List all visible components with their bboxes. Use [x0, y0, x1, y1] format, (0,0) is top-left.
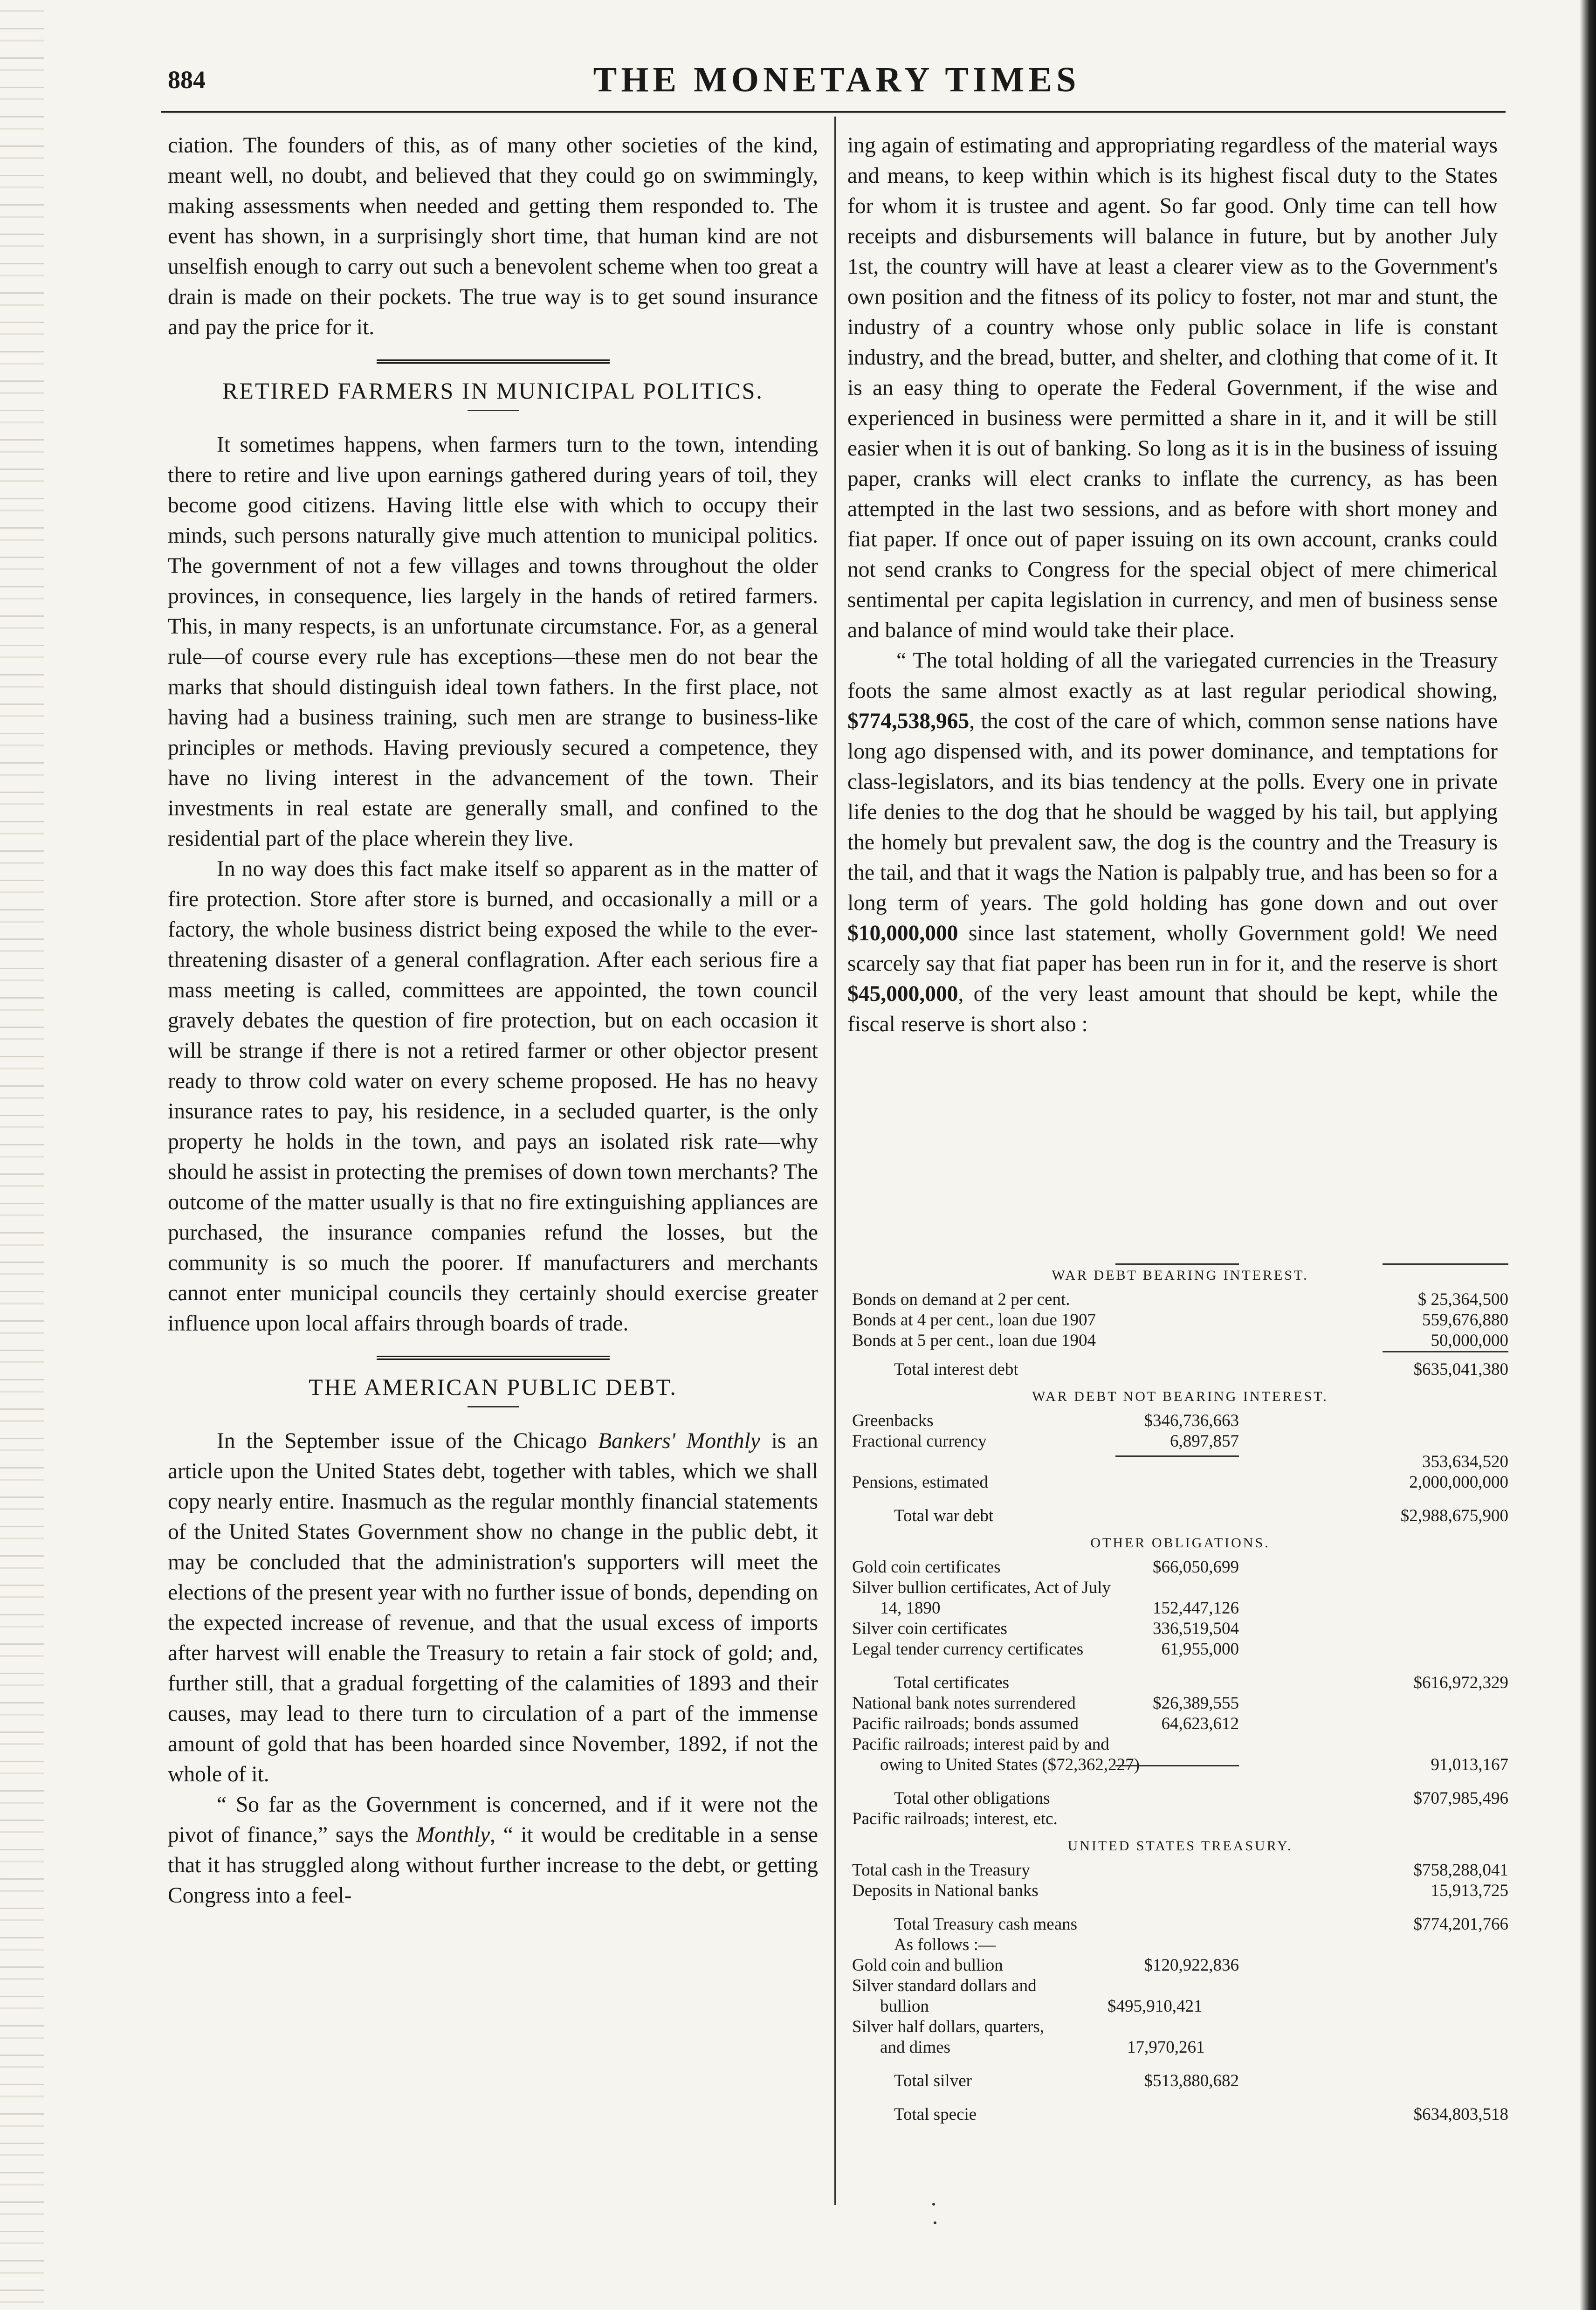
- title-underline: [468, 1406, 519, 1407]
- text-run: “ The total holding of all the variegated currencies in the Treasury foots the same almost exactly as at last regular periodical showing,: [847, 648, 1498, 703]
- row-label: Pacific railroads; bonds assumed: [852, 1714, 1079, 1733]
- row-amount: 15,913,725: [1431, 1881, 1508, 1900]
- sum-rule: [1115, 1263, 1239, 1265]
- print-speck: [932, 2203, 935, 2206]
- total-row: [852, 1914, 1508, 1935]
- text-run: , of the very least amount that should be kept, while the fiscal reserve is short also :: [847, 982, 1498, 1036]
- total-row: [852, 1788, 1508, 1809]
- row-label: Total certificates: [894, 1673, 1010, 1692]
- row-amount: 6,897,857: [1170, 1432, 1239, 1451]
- row-amount: $758,288,041: [1413, 1861, 1508, 1880]
- text-run: since last statement, wholly Government gold! We need scarcely say that fiat paper has been run in for it, and the reserve is short: [847, 921, 1498, 976]
- table-row: [852, 1693, 1508, 1714]
- row-amount: $66,050,699: [1153, 1558, 1239, 1577]
- row-amount: $2,988,675,900: [1400, 1506, 1508, 1525]
- row-amount: $495,910,421: [1108, 1997, 1203, 2016]
- debt-tables: [852, 1259, 1508, 2125]
- row-amount: 559,676,880: [1422, 1310, 1508, 1330]
- row-amount: 336,519,504: [1153, 1619, 1239, 1638]
- row-label: Gold coin certificates: [852, 1558, 1001, 1577]
- section-divider: [377, 359, 610, 365]
- row-label: Total Treasury cash means: [894, 1915, 1078, 1934]
- row-label: Bonds on demand at 2 per cent.: [852, 1290, 1070, 1309]
- table-row: [852, 1860, 1508, 1881]
- scan-right-edge: [1580, 0, 1596, 2310]
- text-run: “ So far as the Government is concerned, and if it were not the pivot of finance,” says the: [168, 1793, 818, 1847]
- row-label: Total interest debt: [894, 1360, 1018, 1379]
- table-row: [852, 1289, 1508, 1310]
- row-label-continued: 14, 1890: [880, 1599, 941, 1618]
- section-title: THE AMERICAN PUBLIC DEBT.: [309, 1374, 677, 1400]
- row-amount: 2,000,000,000: [1409, 1473, 1508, 1492]
- page-number: 884: [168, 66, 206, 94]
- row-amount: $ 25,364,500: [1417, 1290, 1508, 1309]
- amount: $45,000,000: [847, 982, 958, 1006]
- publication-name: Monthly: [416, 1823, 490, 1847]
- paragraph: It sometimes happens, when farmers turn to the town, intending there to retire and live upon earnings gathered during years of toil, they become good citizens. Having little else with which to occupy their minds, such persons naturally give much attention to municipal politics. The government of not a few villages and towns throughout the older provinces, in consequence, lies largely in the hands of retired farmers. This, in many respects, is an unfortunate circumstance. For, as a general rule—of course every rule has exceptions—these men do not bear the marks that should distinguish ideal town fathers. In the first place, not having had a business training, such men are strange to business-like principles or methods. Having previously secured a competence, they have no living interest in the advancement of the town. Their investments in real estate are generally small, and confined to the residential part of the place wherein they live.: [168, 433, 818, 851]
- table-row: [852, 1472, 1508, 1493]
- table-row: [852, 1557, 1508, 1578]
- paragraph: ciation. The founders of this, as of many other societies of the kind, meant well, no doubt, and believed that they could go on swimmingly, making assessments when needed and getting them responded to. The event has shown, in a surprisingly short time, that human kind are not unselfish enough to carry out such a benevolent scheme when too great a drain is made on their pockets. The true way is to get sound insurance and pay the price for it.: [168, 133, 818, 339]
- table-heading: UNITED STATES TREASURY.: [1067, 1838, 1293, 1854]
- paragraph: In no way does this fact make itself so apparent as in the matter of fire protection. Store after store is burned, and occasionally a mill or a factory, the whole business district being exposed the while to the ever-threatening disaster of a general conflagration. After each serious fire a mass meeting is called, committees are appointed, the town council gravely debates the question of fire protection, but on each occasion it will be strange if there is not a retired farmer or other objector present ready to throw cold water on every scheme proposed. He has no heavy insurance rates to pay, his residence, in a secluded quarter, is the only property he holds in the town, and pays an isolated risk rate—why should he assist in protecting the premises of down town merchants? The outcome of the matter usually is that no fire extinguishing appliances are purchased, the insurance companies refund the losses, but the community is so much the poorer. If manufacturers and merchants cannot enter municipal councils they certainly should exercise greater influence upon local affairs through boards of trade.: [168, 857, 818, 1336]
- subtotal-row: [852, 1452, 1508, 1472]
- row-amount: 64,623,612: [1161, 1714, 1239, 1733]
- row-amount: $513,880,682: [1144, 2071, 1239, 2090]
- table-heading: WAR DEBT BEARING INTEREST.: [1052, 1268, 1309, 1283]
- text-run: In the September issue of the Chicago: [217, 1429, 598, 1453]
- table-row: [852, 1639, 1508, 1660]
- row-label: Pacific railroads; interest paid by and: [852, 1735, 1109, 1754]
- row-label: Legal tender currency certificates: [852, 1640, 1084, 1659]
- table-row: [852, 1734, 1508, 1775]
- row-label: Greenbacks: [852, 1411, 934, 1430]
- table-row: [852, 1881, 1508, 1901]
- row-label: As follows :—: [894, 1935, 996, 1954]
- row-amount: 50,000,000: [1431, 1331, 1508, 1350]
- row-label: Total war debt: [894, 1506, 994, 1525]
- sum-rule: [1115, 1765, 1239, 1766]
- section-title: RETIRED FARMERS IN MUNICIPAL POLITICS.: [222, 378, 764, 404]
- sum-rule: [1383, 1351, 1508, 1352]
- row-label: Silver half dollars, quarters,: [852, 2017, 1045, 2036]
- table-row: [852, 1714, 1508, 1734]
- row-label: Total other obligations: [894, 1789, 1050, 1808]
- table-heading: OTHER OBLIGATIONS.: [1090, 1535, 1270, 1551]
- title-underline: [468, 410, 519, 411]
- print-speck: [934, 2221, 936, 2224]
- left-column: [168, 131, 818, 1911]
- table-row: [852, 1431, 1508, 1452]
- row-amount: $707,985,496: [1413, 1789, 1508, 1808]
- amount: $10,000,000: [847, 921, 958, 945]
- row-label-continued: and dimes: [880, 2038, 951, 2057]
- row-amount: $120,922,836: [1144, 1956, 1239, 1975]
- table-note: [852, 1809, 1508, 1829]
- row-label: Silver coin certificates: [852, 1619, 1007, 1638]
- publication-name: Bankers' Monthly: [598, 1429, 760, 1453]
- table-row: [852, 1619, 1508, 1639]
- row-label: Gold coin and bullion: [852, 1956, 1003, 1975]
- table-heading: WAR DEBT NOT BEARING INTEREST.: [1032, 1389, 1328, 1404]
- row-amount: 152,447,126: [1153, 1599, 1239, 1618]
- table-row: [852, 2017, 1508, 2058]
- amount: $774,538,965: [847, 709, 970, 733]
- row-label: Silver bullion certificates, Act of July: [852, 1578, 1111, 1597]
- row-label-continued: owing to United States ($72,362,227): [880, 1755, 1140, 1774]
- text-run: is an article upon the United States debt, together with tables, which we shall copy nearly entire. Inasmuch as the regular monthly financial statements of the United States Government show no change in the public debt, it may be concluded that the administration's supporters will meet the elections of the present year with no further issue of bonds, depending on the expected increase of revenue, and that the usual excess of imports after harvest will enable the Treasury to retain a fair stock of gold; and, further still, that a gradual forgetting of the calamities of 1893 and their causes, may lead to there turn to circulation of a part of the immense amount of gold that has been hoarded since November, 1892, if not the whole of it.: [168, 1429, 819, 1786]
- scan-binding-edge: [0, 0, 44, 2310]
- row-amount: $634,803,518: [1413, 2105, 1508, 2124]
- sum-rule: [1115, 1455, 1239, 1457]
- row-amount: 17,970,261: [1127, 2038, 1205, 2057]
- total-row: [852, 1359, 1508, 1380]
- row-amount: $616,972,329: [1413, 1673, 1508, 1692]
- row-label: Fractional currency: [852, 1432, 987, 1451]
- table-row: [852, 1935, 1508, 1955]
- table-row: [852, 1331, 1508, 1351]
- paragraph: [847, 646, 1498, 1040]
- row-label: Bonds at 5 per cent., loan due 1904: [852, 1331, 1096, 1350]
- paragraph: [168, 1790, 818, 1911]
- total-row: [852, 2104, 1508, 2125]
- table-row: [852, 1955, 1508, 1976]
- row-label: Total specie: [894, 2105, 977, 2124]
- table-row: [852, 1578, 1508, 1619]
- row-label: Bonds at 4 per cent., loan due 1907: [852, 1310, 1096, 1330]
- row-label: Silver standard dollars and: [852, 1976, 1037, 1995]
- section-divider: [377, 1356, 610, 1362]
- text-run: , the cost of the care of which, common sense nations have long ago dispensed with, and its power dominance, and temptations for class-legislators, and its bias tendency at the polls. Every one in private life denies to the dog that he should be wagged by his tail, but applying the homely but prevalent saw, the dog is the country and the Treasury is the tail, and that it wags the Nation is palpably true, and has been so for a long term of years. The gold holding has gone down and out over: [847, 709, 1498, 915]
- total-row: [852, 1673, 1508, 1693]
- row-label: Total silver: [894, 2071, 972, 2090]
- row-amount: 353,634,520: [1422, 1452, 1508, 1471]
- row-amount: $774,201,766: [1413, 1915, 1508, 1934]
- row-amount: 91,013,167: [1431, 1755, 1508, 1774]
- row-label: Deposits in National banks: [852, 1881, 1039, 1900]
- header-rule: [161, 111, 1506, 113]
- row-amount: $26,389,555: [1153, 1694, 1239, 1713]
- row-label: Pacific railroads; interest, etc.: [852, 1809, 1058, 1828]
- total-row: [852, 1506, 1508, 1526]
- paragraph: ing again of estimating and appropriating regardless of the material ways and means, to keep within which is its highest fiscal duty to the States for whom it is trustee and agent. So far good. Only time can tell how receipts and disbursements will balance in future, but by another July 1st, the country will have at least a clearer view as to the Government's own position and the fitness of its policy to foster, not mar and stunt, the industry of a country whose only public solace in life is constant industry, and the bread, butter, and shelter, and clothing that come of it. It is an easy thing to operate the Federal Government, if the wise and experienced in business were permitted a share in it, and it will be still easier when it is out of banking. So long as it is in the business of issuing paper, cranks will elect cranks to inflate the currency, as has been attempted in the last two sessions, and as before with short money and fiat paper. If once out of paper issuing on its own account, cranks could not send cranks to Congress for the special object of mere chimerical sentimental per capita legislation in currency, and men of business sense and balance of mind would take their place.: [847, 133, 1498, 642]
- row-amount: $635,041,380: [1413, 1360, 1508, 1379]
- table-row: [852, 1310, 1508, 1331]
- paragraph: [168, 1426, 818, 1790]
- page-header: [168, 56, 1506, 107]
- table-row: [852, 1411, 1508, 1431]
- sum-rule: [1383, 1263, 1508, 1265]
- row-amount: 61,955,000: [1161, 1640, 1239, 1659]
- masthead: THE MONETARY TIMES: [593, 60, 1080, 99]
- table-row: [852, 1976, 1508, 2017]
- right-column: [847, 131, 1498, 1040]
- row-label: National bank notes surrendered: [852, 1694, 1076, 1713]
- column-divider: [834, 117, 836, 2205]
- row-label: Total cash in the Treasury: [852, 1861, 1030, 1880]
- row-label: Pensions, estimated: [852, 1473, 988, 1492]
- row-label-continued: bullion: [880, 1997, 929, 2016]
- total-row: [852, 2071, 1508, 2091]
- text-run: , “ it would be creditable in a sense that it has struggled along without further increase to the debt, or getting Congress into a feel-: [168, 1823, 819, 1908]
- row-amount: $346,736,663: [1144, 1411, 1239, 1430]
